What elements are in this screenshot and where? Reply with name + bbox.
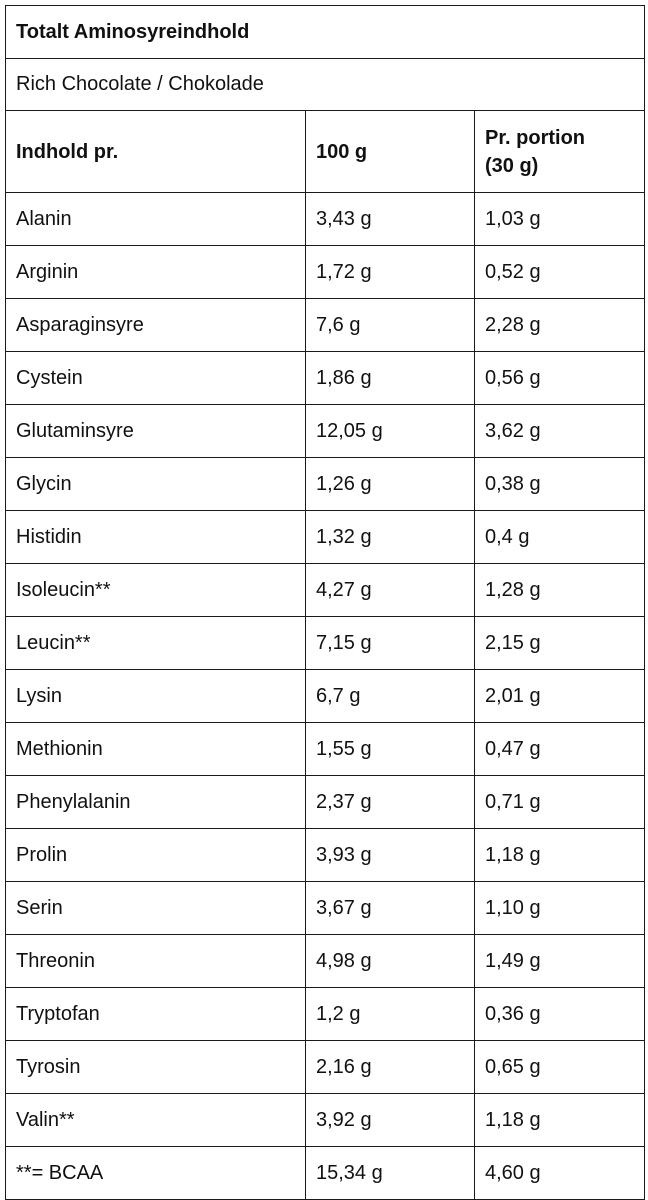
table-row xyxy=(6,458,645,511)
amino-acid-name: Alanin xyxy=(6,193,306,246)
value-per-100g: 3,67 g xyxy=(306,882,475,935)
value-per-portion: 4,60 g xyxy=(475,1147,645,1200)
amino-acid-name: **= BCAA xyxy=(6,1147,306,1200)
value-per-portion: 0,71 g xyxy=(475,776,645,829)
header-per-100g: 100 g xyxy=(306,111,475,193)
header-per-portion-line1: Pr. portion xyxy=(485,126,585,149)
amino-acid-name: Tyrosin xyxy=(6,1041,306,1094)
value-per-100g: 4,98 g xyxy=(306,935,475,988)
value-per-100g: 1,32 g xyxy=(306,511,475,564)
amino-acid-name: Lysin xyxy=(6,670,306,723)
variant-row xyxy=(6,59,645,111)
table-row xyxy=(6,670,645,723)
amino-acid-name: Asparaginsyre xyxy=(6,299,306,352)
data-rows xyxy=(6,193,645,1200)
header-per-portion xyxy=(475,111,645,193)
amino-acid-name: Leucin** xyxy=(6,617,306,670)
value-per-portion: 1,18 g xyxy=(475,1094,645,1147)
table-row xyxy=(6,935,645,988)
value-per-portion: 2,15 g xyxy=(475,617,645,670)
amino-acid-table xyxy=(5,5,645,1200)
value-per-100g: 15,34 g xyxy=(306,1147,475,1200)
table-row xyxy=(6,829,645,882)
amino-acid-name: Serin xyxy=(6,882,306,935)
value-per-portion: 1,18 g xyxy=(475,829,645,882)
table-row xyxy=(6,352,645,405)
value-per-portion: 1,28 g xyxy=(475,564,645,617)
value-per-100g: 1,55 g xyxy=(306,723,475,776)
table-row xyxy=(6,193,645,246)
table-title: Totalt Aminosyreindhold xyxy=(6,6,645,59)
value-per-portion: 0,4 g xyxy=(475,511,645,564)
value-per-100g: 7,15 g xyxy=(306,617,475,670)
value-per-100g: 3,92 g xyxy=(306,1094,475,1147)
value-per-portion: 1,49 g xyxy=(475,935,645,988)
amino-acid-name: Prolin xyxy=(6,829,306,882)
amino-acid-name: Isoleucin** xyxy=(6,564,306,617)
value-per-100g: 2,16 g xyxy=(306,1041,475,1094)
amino-acid-name: Phenylalanin xyxy=(6,776,306,829)
value-per-portion: 0,56 g xyxy=(475,352,645,405)
amino-acid-name: Threonin xyxy=(6,935,306,988)
value-per-100g: 4,27 g xyxy=(306,564,475,617)
title-row xyxy=(6,6,645,59)
value-per-100g: 1,26 g xyxy=(306,458,475,511)
table-row xyxy=(6,617,645,670)
value-per-100g: 2,37 g xyxy=(306,776,475,829)
header-per-portion-line2: (30 g) xyxy=(485,154,539,177)
value-per-100g: 12,05 g xyxy=(306,405,475,458)
value-per-100g: 3,43 g xyxy=(306,193,475,246)
value-per-100g: 1,72 g xyxy=(306,246,475,299)
value-per-portion: 0,47 g xyxy=(475,723,645,776)
amino-acid-name: Methionin xyxy=(6,723,306,776)
table-row xyxy=(6,511,645,564)
value-per-portion: 0,52 g xyxy=(475,246,645,299)
value-per-portion: 0,65 g xyxy=(475,1041,645,1094)
table-row xyxy=(6,1041,645,1094)
amino-acid-name: Cystein xyxy=(6,352,306,405)
amino-acid-name: Glycin xyxy=(6,458,306,511)
value-per-100g: 6,7 g xyxy=(306,670,475,723)
value-per-portion: 1,03 g xyxy=(475,193,645,246)
amino-acid-name: Arginin xyxy=(6,246,306,299)
table-row xyxy=(6,299,645,352)
table-row xyxy=(6,776,645,829)
table-row xyxy=(6,246,645,299)
value-per-portion: 3,62 g xyxy=(475,405,645,458)
table-row xyxy=(6,1147,645,1200)
table-row xyxy=(6,1094,645,1147)
amino-acid-name: Glutaminsyre xyxy=(6,405,306,458)
amino-acid-name: Tryptofan xyxy=(6,988,306,1041)
value-per-100g: 3,93 g xyxy=(306,829,475,882)
header-content-per: Indhold pr. xyxy=(6,111,306,193)
value-per-100g: 1,2 g xyxy=(306,988,475,1041)
value-per-portion: 0,38 g xyxy=(475,458,645,511)
value-per-100g: 1,86 g xyxy=(306,352,475,405)
value-per-100g: 7,6 g xyxy=(306,299,475,352)
value-per-portion: 2,28 g xyxy=(475,299,645,352)
table-row xyxy=(6,988,645,1041)
amino-acid-name: Valin** xyxy=(6,1094,306,1147)
header-row xyxy=(6,111,645,193)
table-row xyxy=(6,723,645,776)
value-per-portion: 0,36 g xyxy=(475,988,645,1041)
table-row xyxy=(6,405,645,458)
table-row xyxy=(6,564,645,617)
value-per-portion: 2,01 g xyxy=(475,670,645,723)
value-per-portion: 1,10 g xyxy=(475,882,645,935)
table-body xyxy=(6,6,645,193)
variant-label: Rich Chocolate / Chokolade xyxy=(6,59,645,111)
table-row xyxy=(6,882,645,935)
amino-acid-name: Histidin xyxy=(6,511,306,564)
